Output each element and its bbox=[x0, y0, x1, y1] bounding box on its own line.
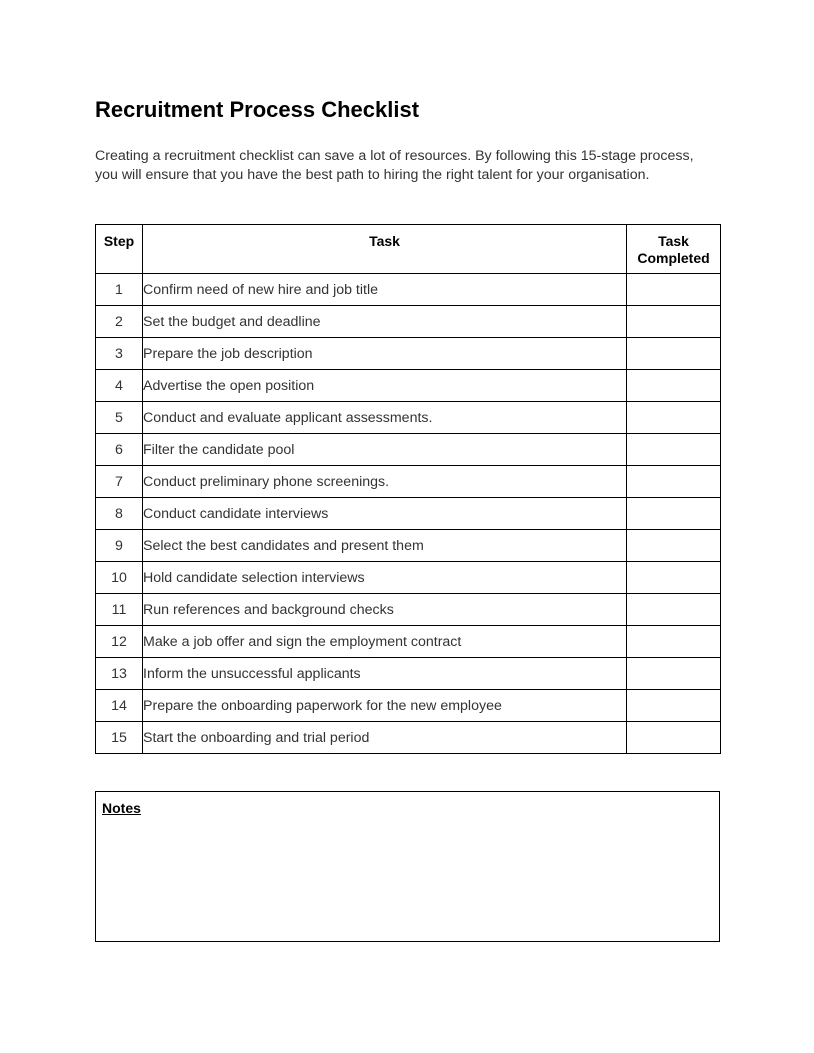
notes-label: Notes bbox=[102, 800, 141, 816]
task-description: Conduct preliminary phone screenings. bbox=[143, 466, 627, 498]
intro-paragraph bbox=[95, 147, 725, 185]
task-description: Hold candidate selection interviews bbox=[143, 562, 627, 594]
step-number: 8 bbox=[96, 498, 143, 530]
step-number: 5 bbox=[96, 402, 143, 434]
intro-line-1: Creating a recruitment checklist can save a lot of resources. By following this 15-stage process, bbox=[95, 148, 694, 164]
task-completed-cell[interactable] bbox=[627, 690, 721, 722]
table-row bbox=[96, 690, 721, 722]
table-row bbox=[96, 626, 721, 658]
step-number: 12 bbox=[96, 626, 143, 658]
task-completed-cell[interactable] bbox=[627, 498, 721, 530]
table-row bbox=[96, 338, 721, 370]
task-completed-cell[interactable] bbox=[627, 402, 721, 434]
checklist-body bbox=[96, 274, 721, 754]
table-row bbox=[96, 594, 721, 626]
step-number: 11 bbox=[96, 594, 143, 626]
table-row bbox=[96, 658, 721, 690]
task-description: Advertise the open position bbox=[143, 370, 627, 402]
table-header-row bbox=[96, 225, 721, 274]
table-row bbox=[96, 306, 721, 338]
task-completed-cell[interactable] bbox=[627, 370, 721, 402]
task-completed-cell[interactable] bbox=[627, 594, 721, 626]
task-completed-cell[interactable] bbox=[627, 434, 721, 466]
task-completed-cell[interactable] bbox=[627, 274, 721, 306]
task-completed-cell[interactable] bbox=[627, 306, 721, 338]
table-row bbox=[96, 530, 721, 562]
header-task: Task bbox=[143, 225, 627, 274]
task-description: Conduct candidate interviews bbox=[143, 498, 627, 530]
task-description: Run references and background checks bbox=[143, 594, 627, 626]
step-number: 6 bbox=[96, 434, 143, 466]
step-number: 15 bbox=[96, 722, 143, 754]
step-number: 10 bbox=[96, 562, 143, 594]
table-row bbox=[96, 562, 721, 594]
step-number: 13 bbox=[96, 658, 143, 690]
task-description: Prepare the job description bbox=[143, 338, 627, 370]
table-row bbox=[96, 722, 721, 754]
task-completed-cell[interactable] bbox=[627, 466, 721, 498]
task-description: Inform the unsuccessful applicants bbox=[143, 658, 627, 690]
task-description: Select the best candidates and present them bbox=[143, 530, 627, 562]
step-number: 3 bbox=[96, 338, 143, 370]
intro-line-2: you will ensure that you have the best path to hiring the right talent for your organisation. bbox=[95, 167, 650, 183]
header-completed-line-1: Task bbox=[658, 233, 689, 249]
table-row bbox=[96, 370, 721, 402]
task-description: Prepare the onboarding paperwork for the new employee bbox=[143, 690, 627, 722]
notes-box[interactable] bbox=[95, 791, 720, 942]
checklist-table bbox=[95, 224, 721, 754]
step-number: 2 bbox=[96, 306, 143, 338]
task-description: Start the onboarding and trial period bbox=[143, 722, 627, 754]
step-number: 7 bbox=[96, 466, 143, 498]
task-description: Filter the candidate pool bbox=[143, 434, 627, 466]
table-row bbox=[96, 466, 721, 498]
task-completed-cell[interactable] bbox=[627, 562, 721, 594]
header-step: Step bbox=[96, 225, 143, 274]
step-number: 14 bbox=[96, 690, 143, 722]
task-completed-cell[interactable] bbox=[627, 658, 721, 690]
task-description: Confirm need of new hire and job title bbox=[143, 274, 627, 306]
step-number: 4 bbox=[96, 370, 143, 402]
task-completed-cell[interactable] bbox=[627, 338, 721, 370]
task-description: Conduct and evaluate applicant assessments. bbox=[143, 402, 627, 434]
table-row bbox=[96, 274, 721, 306]
task-completed-cell[interactable] bbox=[627, 530, 721, 562]
task-completed-cell[interactable] bbox=[627, 626, 721, 658]
table-row bbox=[96, 498, 721, 530]
table-row bbox=[96, 402, 721, 434]
task-description: Make a job offer and sign the employment contract bbox=[143, 626, 627, 658]
task-description: Set the budget and deadline bbox=[143, 306, 627, 338]
step-number: 9 bbox=[96, 530, 143, 562]
header-completed-line-2: Completed bbox=[637, 250, 710, 266]
header-task-completed bbox=[627, 225, 721, 274]
step-number: 1 bbox=[96, 274, 143, 306]
task-completed-cell[interactable] bbox=[627, 722, 721, 754]
table-row bbox=[96, 434, 721, 466]
page-title: Recruitment Process Checklist bbox=[95, 97, 420, 122]
